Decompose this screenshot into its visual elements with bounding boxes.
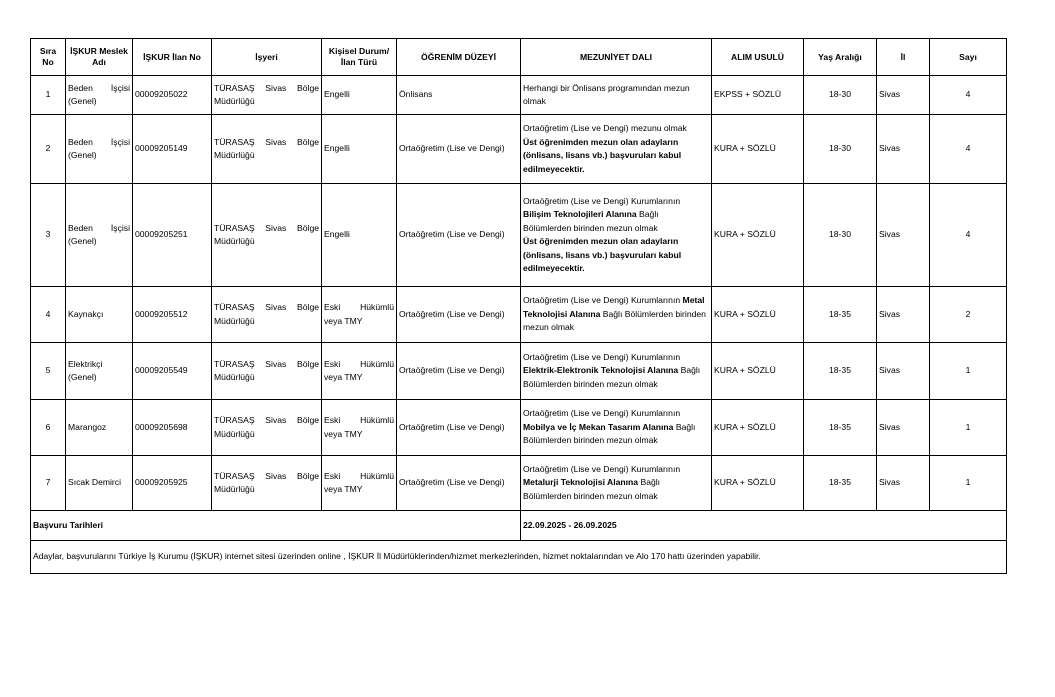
cell-sira: 7 [31,456,66,511]
cell-sira: 2 [31,115,66,184]
cell-yas: 18-35 [804,456,877,511]
cell-meslek: Beden İşçisi (Genel) [66,76,133,115]
cell-meslek: Beden İşçisi (Genel) [66,184,133,287]
cell-durum: Eski Hükümlü veya TMY [322,400,397,456]
application-note: Adaylar, başvurularını Türkiye İş Kurumu (İŞKUR) internet sitesi üzerinden online , İŞKUR İl Müdürlüklerinden/hizmet merkezlerinden, hizmet noktalarından ve Alo 170 hattı üzerinden yapabilir. [31,541,1007,574]
table-row [31,400,1007,456]
cell-durum: Eski Hükümlü veya TMY [322,456,397,511]
cell-meslek: Elektrikçi (Genel) [66,343,133,400]
cell-ilan-no: 00009205512 [133,287,212,343]
cell-sayi: 1 [930,456,1007,511]
cell-durum: Engelli [322,184,397,287]
cell-ogrenim: Ortaöğretim (Lise ve Dengi) [397,343,521,400]
mezuniyet-text-cont: Bağlı Bölümlerden birinden mezun olmak [523,308,706,333]
col-header-mezuniyet: MEZUNİYET DALI [521,39,712,76]
cell-sayi: 1 [930,400,1007,456]
cell-sira: 6 [31,400,66,456]
mezuniyet-field: Bilişim Teknolojileri Alanına [523,209,637,219]
application-dates-label: Başvuru Tarihleri [31,511,521,541]
cell-il: Sivas [877,76,930,115]
cell-mezuniyet [521,115,712,184]
cell-ilan-no: 00009205698 [133,400,212,456]
mezuniyet-text: Ortaöğretim (Lise ve Dengi) Kurumlarının [523,295,681,306]
cell-mezuniyet [521,184,712,287]
cell-il: Sivas [877,184,930,287]
mezuniyet-text: Herhangi bir Önlisans programından mezun olmak [523,82,690,106]
cell-isyeri: TÜRASAŞ Sivas Bölge Müdürlüğü [212,115,322,184]
col-header-sira: Sıra No [31,39,66,76]
cell-yas: 18-35 [804,343,877,400]
table-row [31,76,1007,115]
cell-ilan-no: 00009205251 [133,184,212,287]
cell-yas: 18-30 [804,76,877,115]
application-note-row [31,541,1007,574]
cell-il: Sivas [877,343,930,400]
cell-ilan-no: 00009205549 [133,343,212,400]
col-header-durum: Kişisel Durum/ İlan Türü [322,39,397,76]
mezuniyet-field: Elektrik-Elektronik Teknolojisi Alanına [523,365,679,376]
mezuniyet-text: Ortaöğretim (Lise ve Dengi) Kurumlarının [523,351,681,362]
cell-ogrenim: Ortaöğretim (Lise ve Dengi) [397,456,521,511]
cell-yas: 18-35 [804,287,877,343]
table-row [31,287,1007,343]
cell-sira: 5 [31,343,66,400]
table-row [31,456,1007,511]
header-row [31,39,1007,76]
cell-isyeri: TÜRASAŞ Sivas Bölge Müdürlüğü [212,184,322,287]
col-header-alim: ALIM USULÜ [712,39,804,76]
cell-ilan-no: 00009205022 [133,76,212,115]
cell-meslek: Sıcak Demirci [66,456,133,511]
mezuniyet-text: Ortaöğretim (Lise ve Dengi) mezunu olmak [523,123,687,133]
mezuniyet-text-cont: Bağlı Bölümlerden birinden mezun olmak [523,421,696,446]
cell-meslek: Marangoz [66,400,133,456]
cell-sayi: 1 [930,343,1007,400]
col-header-ilan-no: İŞKUR İlan No [133,39,212,76]
table-row [31,115,1007,184]
cell-alim: EKPSS + SÖZLÜ [712,76,804,115]
application-dates-value: 22.09.2025 - 26.09.2025 [521,511,1007,541]
cell-durum: Eski Hükümlü veya TMY [322,343,397,400]
table-row [31,184,1007,287]
cell-sayi: 2 [930,287,1007,343]
col-header-sayi: Sayı [930,39,1007,76]
cell-yas: 18-30 [804,184,877,287]
cell-mezuniyet [521,76,712,115]
cell-alim: KURA + SÖZLÜ [712,287,804,343]
cell-ogrenim: Ortaöğretim (Lise ve Dengi) [397,115,521,184]
cell-ilan-no: 00009205149 [133,115,212,184]
mezuniyet-note: Üst öğrenimden mezun olan adayların (önlisans, lisans vb.) başvuruları kabul edilmeyecektir. [523,136,682,174]
cell-alim: KURA + SÖZLÜ [712,400,804,456]
cell-sira: 4 [31,287,66,343]
job-postings-table [30,38,1007,574]
cell-il: Sivas [877,456,930,511]
cell-alim: KURA + SÖZLÜ [712,115,804,184]
cell-il: Sivas [877,400,930,456]
table-row [31,343,1007,400]
application-dates-row [31,511,1007,541]
mezuniyet-text: Ortaöğretim (Lise ve Dengi) Kurumlarının [523,463,681,474]
cell-ogrenim: Önlisans [397,76,521,115]
cell-ogrenim: Ortaöğretim (Lise ve Dengi) [397,287,521,343]
cell-durum: Engelli [322,76,397,115]
cell-sayi: 4 [930,115,1007,184]
mezuniyet-field: Mobilya ve İç Mekan Tasarım Alanına [523,421,674,432]
cell-il: Sivas [877,115,930,184]
cell-alim: KURA + SÖZLÜ [712,456,804,511]
cell-durum: Eski Hükümlü veya TMY [322,287,397,343]
cell-sayi: 4 [930,76,1007,115]
cell-sira: 1 [31,76,66,115]
mezuniyet-text-cont: Bağlı Bölümlerden birinden mezun olmak [523,209,659,233]
cell-alim: KURA + SÖZLÜ [712,184,804,287]
cell-meslek: Kaynakçı [66,287,133,343]
cell-mezuniyet [521,343,712,400]
cell-isyeri: TÜRASAŞ Sivas Bölge Müdürlüğü [212,287,322,343]
cell-yas: 18-30 [804,115,877,184]
cell-sira: 3 [31,184,66,287]
cell-isyeri: TÜRASAŞ Sivas Bölge Müdürlüğü [212,456,322,511]
mezuniyet-note: Üst öğrenimden mezun olan adayların (önlisans, lisans vb.) başvuruları kabul edilmeyecektir. [523,236,682,273]
mezuniyet-field: Metalurji Teknolojisi Alanına [523,477,639,488]
col-header-meslek: İŞKUR Meslek Adı [66,39,133,76]
cell-yas: 18-35 [804,400,877,456]
mezuniyet-text: Ortaöğretim (Lise ve Dengi) Kurumlarının [523,195,681,206]
cell-isyeri: TÜRASAŞ Sivas Bölge Müdürlüğü [212,343,322,400]
cell-meslek: Beden İşçisi (Genel) [66,115,133,184]
mezuniyet-text: Ortaöğretim (Lise ve Dengi) Kurumlarının [523,408,681,419]
col-header-isyeri: İşyeri [212,39,322,76]
cell-ogrenim: Ortaöğretim (Lise ve Dengi) [397,184,521,287]
col-header-ogrenim: ÖĞRENİM DÜZEYİ [397,39,521,76]
cell-il: Sivas [877,287,930,343]
cell-durum: Engelli [322,115,397,184]
mezuniyet-text-cont: Bağlı Bölümlerden birinden mezun olmak [523,477,661,501]
cell-alim: KURA + SÖZLÜ [712,343,804,400]
cell-mezuniyet [521,400,712,456]
mezuniyet-field: Metal Teknolojisi Alanına [523,295,705,319]
cell-mezuniyet [521,287,712,343]
mezuniyet-text-cont: Bağlı Bölümlerden birinden mezun olmak [523,365,701,389]
col-header-yas: Yaş Aralığı [804,39,877,76]
cell-ogrenim: Ortaöğretim (Lise ve Dengi) [397,400,521,456]
cell-sayi: 4 [930,184,1007,287]
cell-ilan-no: 00009205925 [133,456,212,511]
cell-mezuniyet [521,456,712,511]
cell-isyeri: TÜRASAŞ Sivas Bölge Müdürlüğü [212,400,322,456]
cell-isyeri: TÜRASAŞ Sivas Bölge Müdürlüğü [212,76,322,115]
col-header-il: İl [877,39,930,76]
